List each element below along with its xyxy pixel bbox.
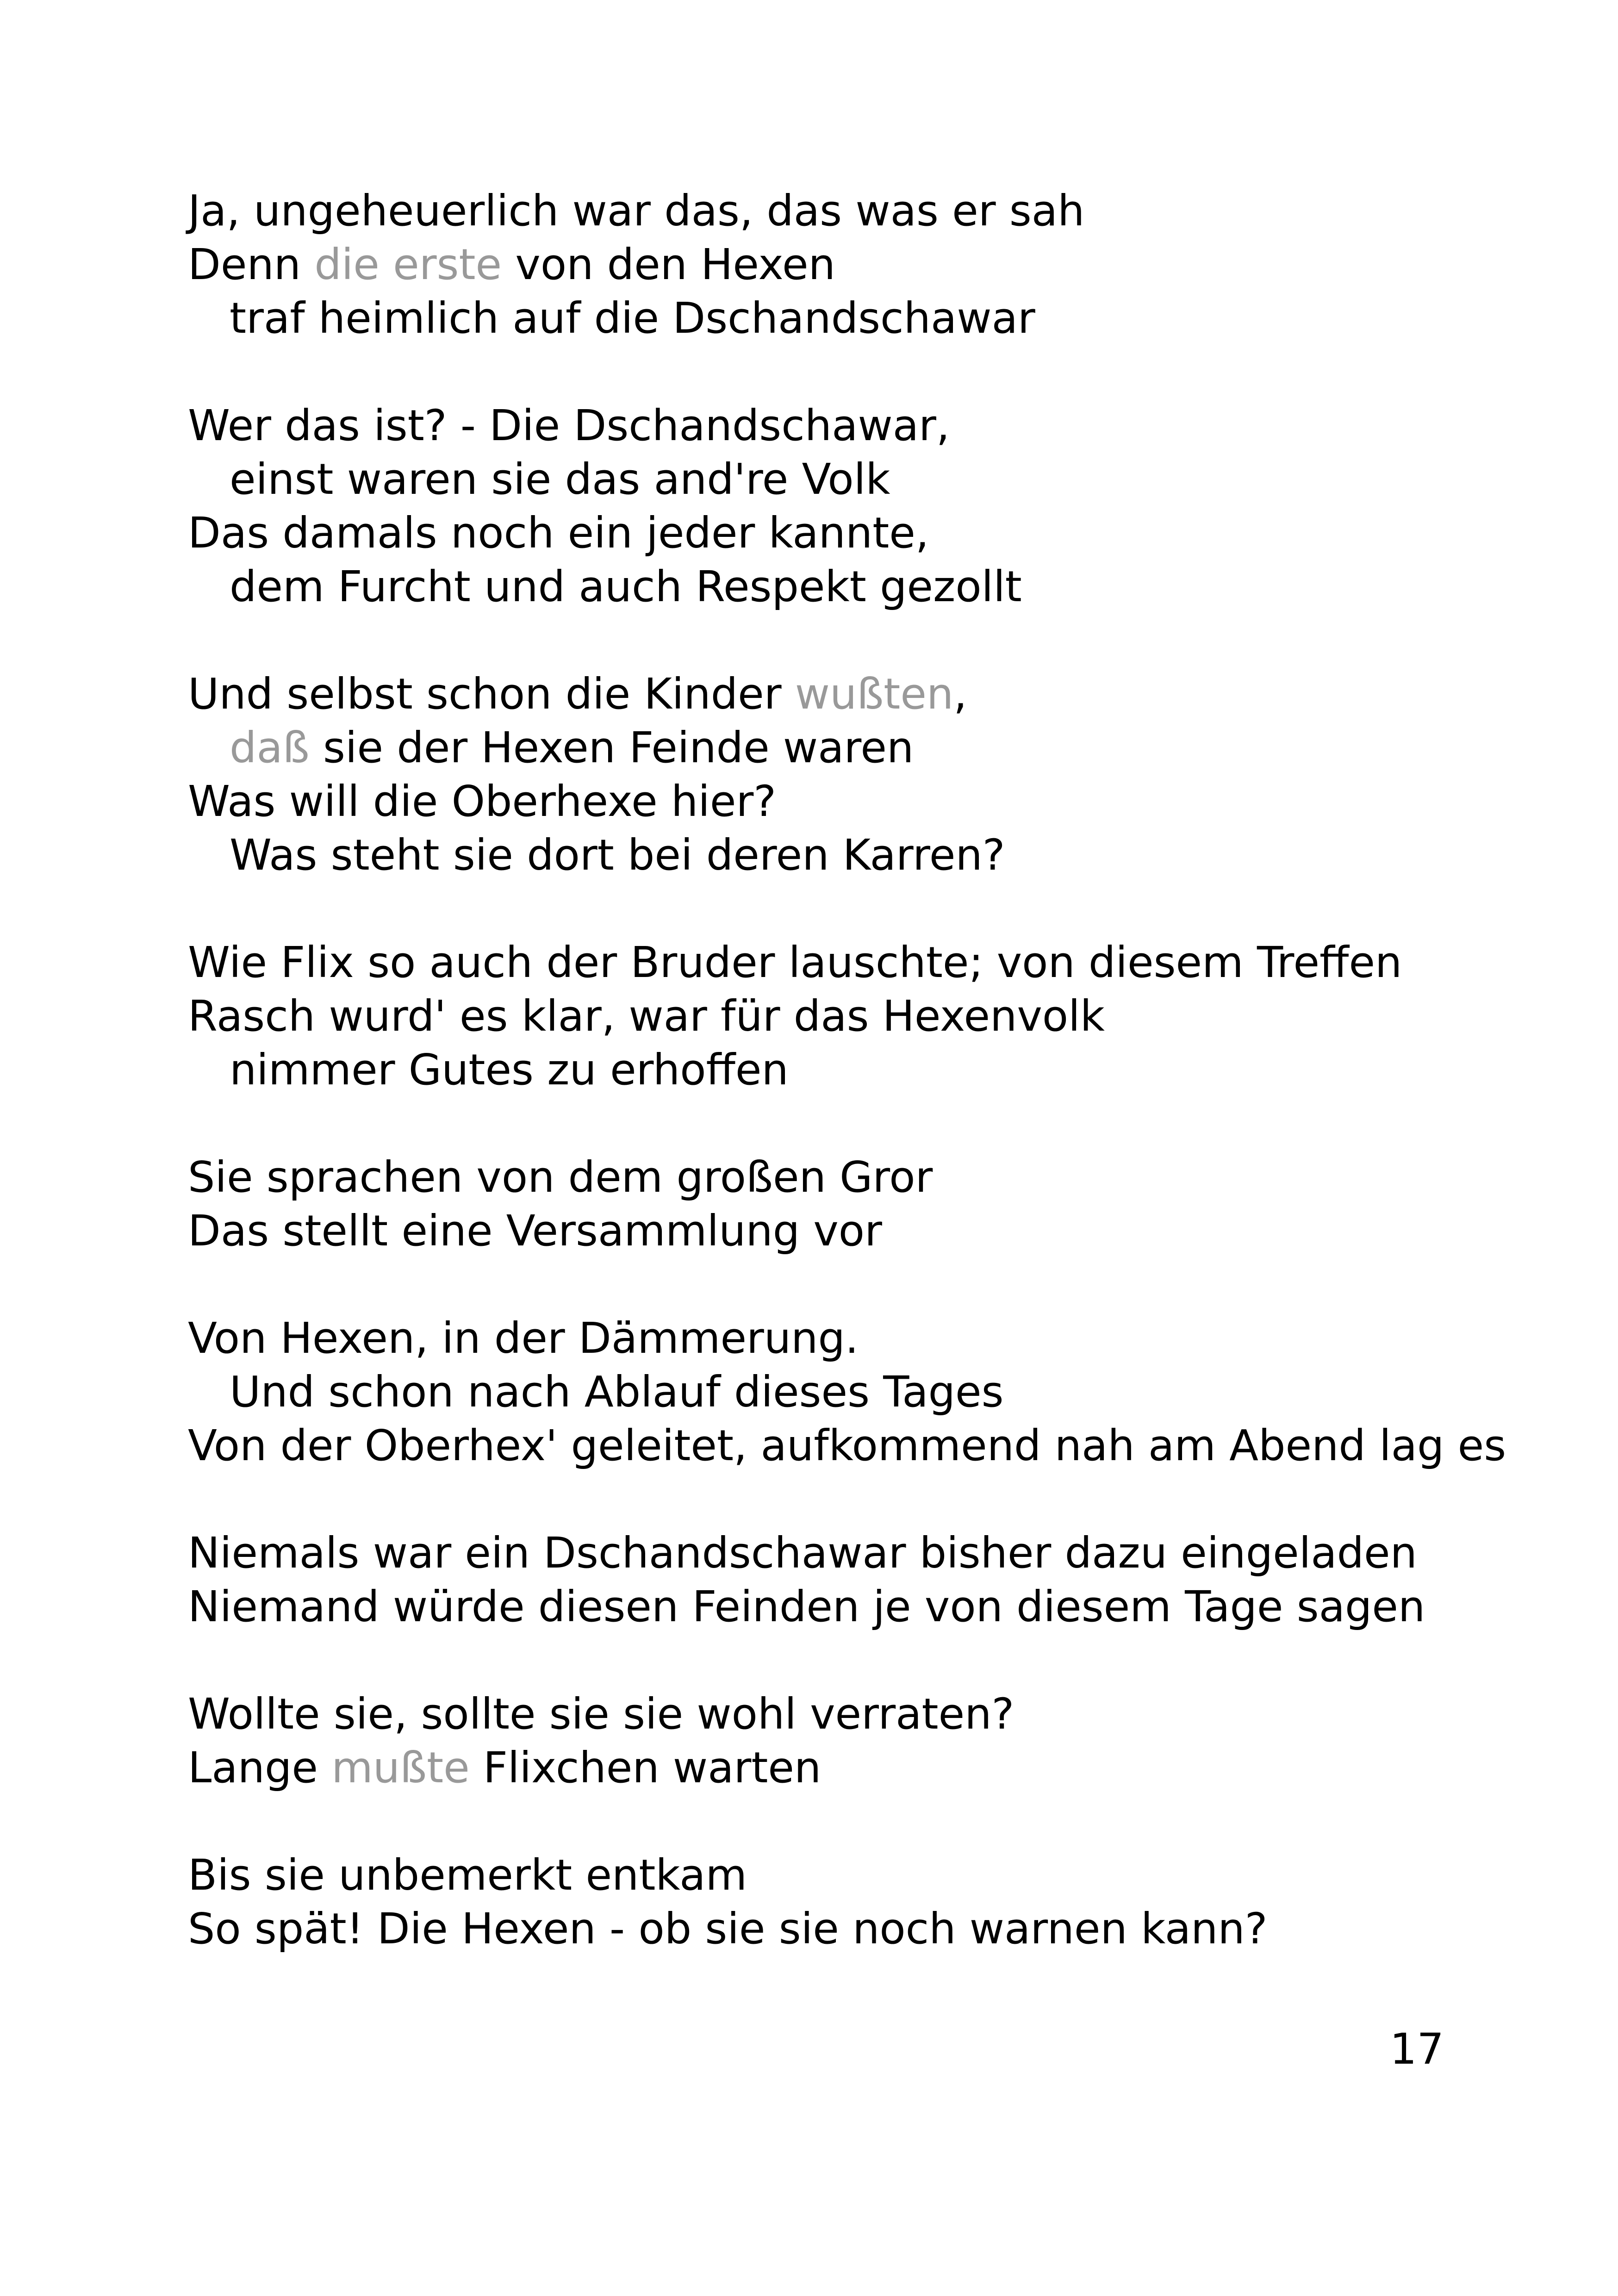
verse-line — [188, 1902, 1484, 1956]
verse-text: Denn — [188, 240, 315, 289]
verse-line — [188, 1419, 1506, 1473]
verse-line-indented — [188, 292, 1484, 345]
verse-text: Das damals noch ein jeder kannte, — [188, 508, 929, 558]
verse-line — [188, 1848, 1484, 1902]
verse-text: Wie Flix so auch der Bruder lauschte; von diesem Treffen — [188, 938, 1402, 987]
stanza-7 — [188, 1526, 1484, 1634]
verse-text: einst waren sie das and're Volk — [230, 454, 890, 504]
verse-text: Rasch wurd' es klar, war für das Hexenvolk — [188, 991, 1105, 1041]
verse-line — [188, 989, 1484, 1043]
verse-text: sie der Hexen Feinde waren — [309, 723, 914, 772]
highlighted-word: daß — [230, 723, 310, 772]
stanza-5 — [188, 1151, 1484, 1258]
stanza-1 — [188, 184, 1484, 345]
verse-line — [188, 1741, 1484, 1795]
verse-text: Wer das ist? - Die Dschandschawar, — [188, 401, 950, 450]
verse-text: So spät! Die Hexen - ob sie sie noch warnen kann? — [188, 1904, 1268, 1954]
highlighted-word: wußten — [795, 669, 954, 719]
verse-text: Ja, ungeheuerlich war das, das was er sah — [188, 186, 1085, 236]
verse-text: Niemand würde diesen Feinden je von diesem Tage sagen — [188, 1582, 1425, 1631]
verse-text: Und selbst schon die Kinder — [188, 669, 795, 719]
stanza-8 — [188, 1687, 1484, 1795]
verse-line-indented — [188, 1365, 1484, 1419]
verse-line-indented — [188, 828, 1484, 882]
verse-line — [188, 399, 1484, 453]
highlighted-word: die erste — [314, 240, 502, 289]
verse-line — [188, 506, 1484, 560]
verse-line — [188, 1151, 1484, 1204]
stanza-2 — [188, 399, 1484, 614]
verse-text: Lange — [188, 1743, 332, 1792]
verse-text: Von der Oberhex' geleitet, aufkommend nah am Abend lag es — [188, 1421, 1506, 1470]
verse-line-indented — [188, 560, 1484, 614]
verse-text: Das stellt eine Versammlung vor — [188, 1206, 882, 1256]
verse-text: Niemals war ein Dschandschawar bisher dazu eingeladen — [188, 1528, 1417, 1578]
verse-text: Und schon nach Ablauf dieses Tages — [230, 1367, 1004, 1417]
highlighted-word: mußte — [331, 1743, 470, 1792]
verse-line — [188, 775, 1484, 828]
verse-text: Was will die Oberhexe hier? — [188, 777, 777, 826]
verse-text: nimmer Gutes zu erhoffen — [230, 1045, 789, 1095]
verse-line-indented — [188, 721, 1484, 775]
verse-line-indented — [188, 453, 1484, 506]
verse-line — [188, 1312, 1484, 1365]
verse-line — [188, 936, 1484, 989]
verse-line — [188, 667, 1484, 721]
stanza-9 — [188, 1848, 1484, 1956]
poem-body — [188, 184, 1506, 2010]
verse-line-indented — [188, 1043, 1484, 1097]
verse-text: Bis sie unbemerkt entkam — [188, 1850, 747, 1900]
verse-line — [188, 238, 1484, 292]
verse-line — [188, 1526, 1484, 1580]
stanza-4 — [188, 936, 1484, 1097]
verse-line — [188, 1687, 1484, 1741]
verse-text: Flixchen warten — [469, 1743, 821, 1792]
stanza-3 — [188, 667, 1484, 882]
stanza-6 — [188, 1312, 1506, 1473]
verse-line — [188, 1580, 1484, 1634]
verse-text: von den Hexen — [502, 240, 835, 289]
verse-text: Von Hexen, in der Dämmerung. — [188, 1313, 859, 1363]
page-number: 17 — [1389, 2024, 1444, 2074]
verse-text: Was steht sie dort bei deren Karren? — [230, 830, 1005, 880]
verse-line — [188, 184, 1484, 238]
verse-text: traf heimlich auf die Dschandschawar — [230, 293, 1035, 343]
verse-line — [188, 1204, 1484, 1258]
verse-text: Sie sprachen von dem großen Gror — [188, 1152, 933, 1202]
verse-text: , — [953, 669, 967, 719]
verse-text: Wollte sie, sollte sie sie wohl verraten? — [188, 1689, 1014, 1739]
verse-text: dem Furcht und auch Respekt gezollt — [230, 562, 1022, 611]
